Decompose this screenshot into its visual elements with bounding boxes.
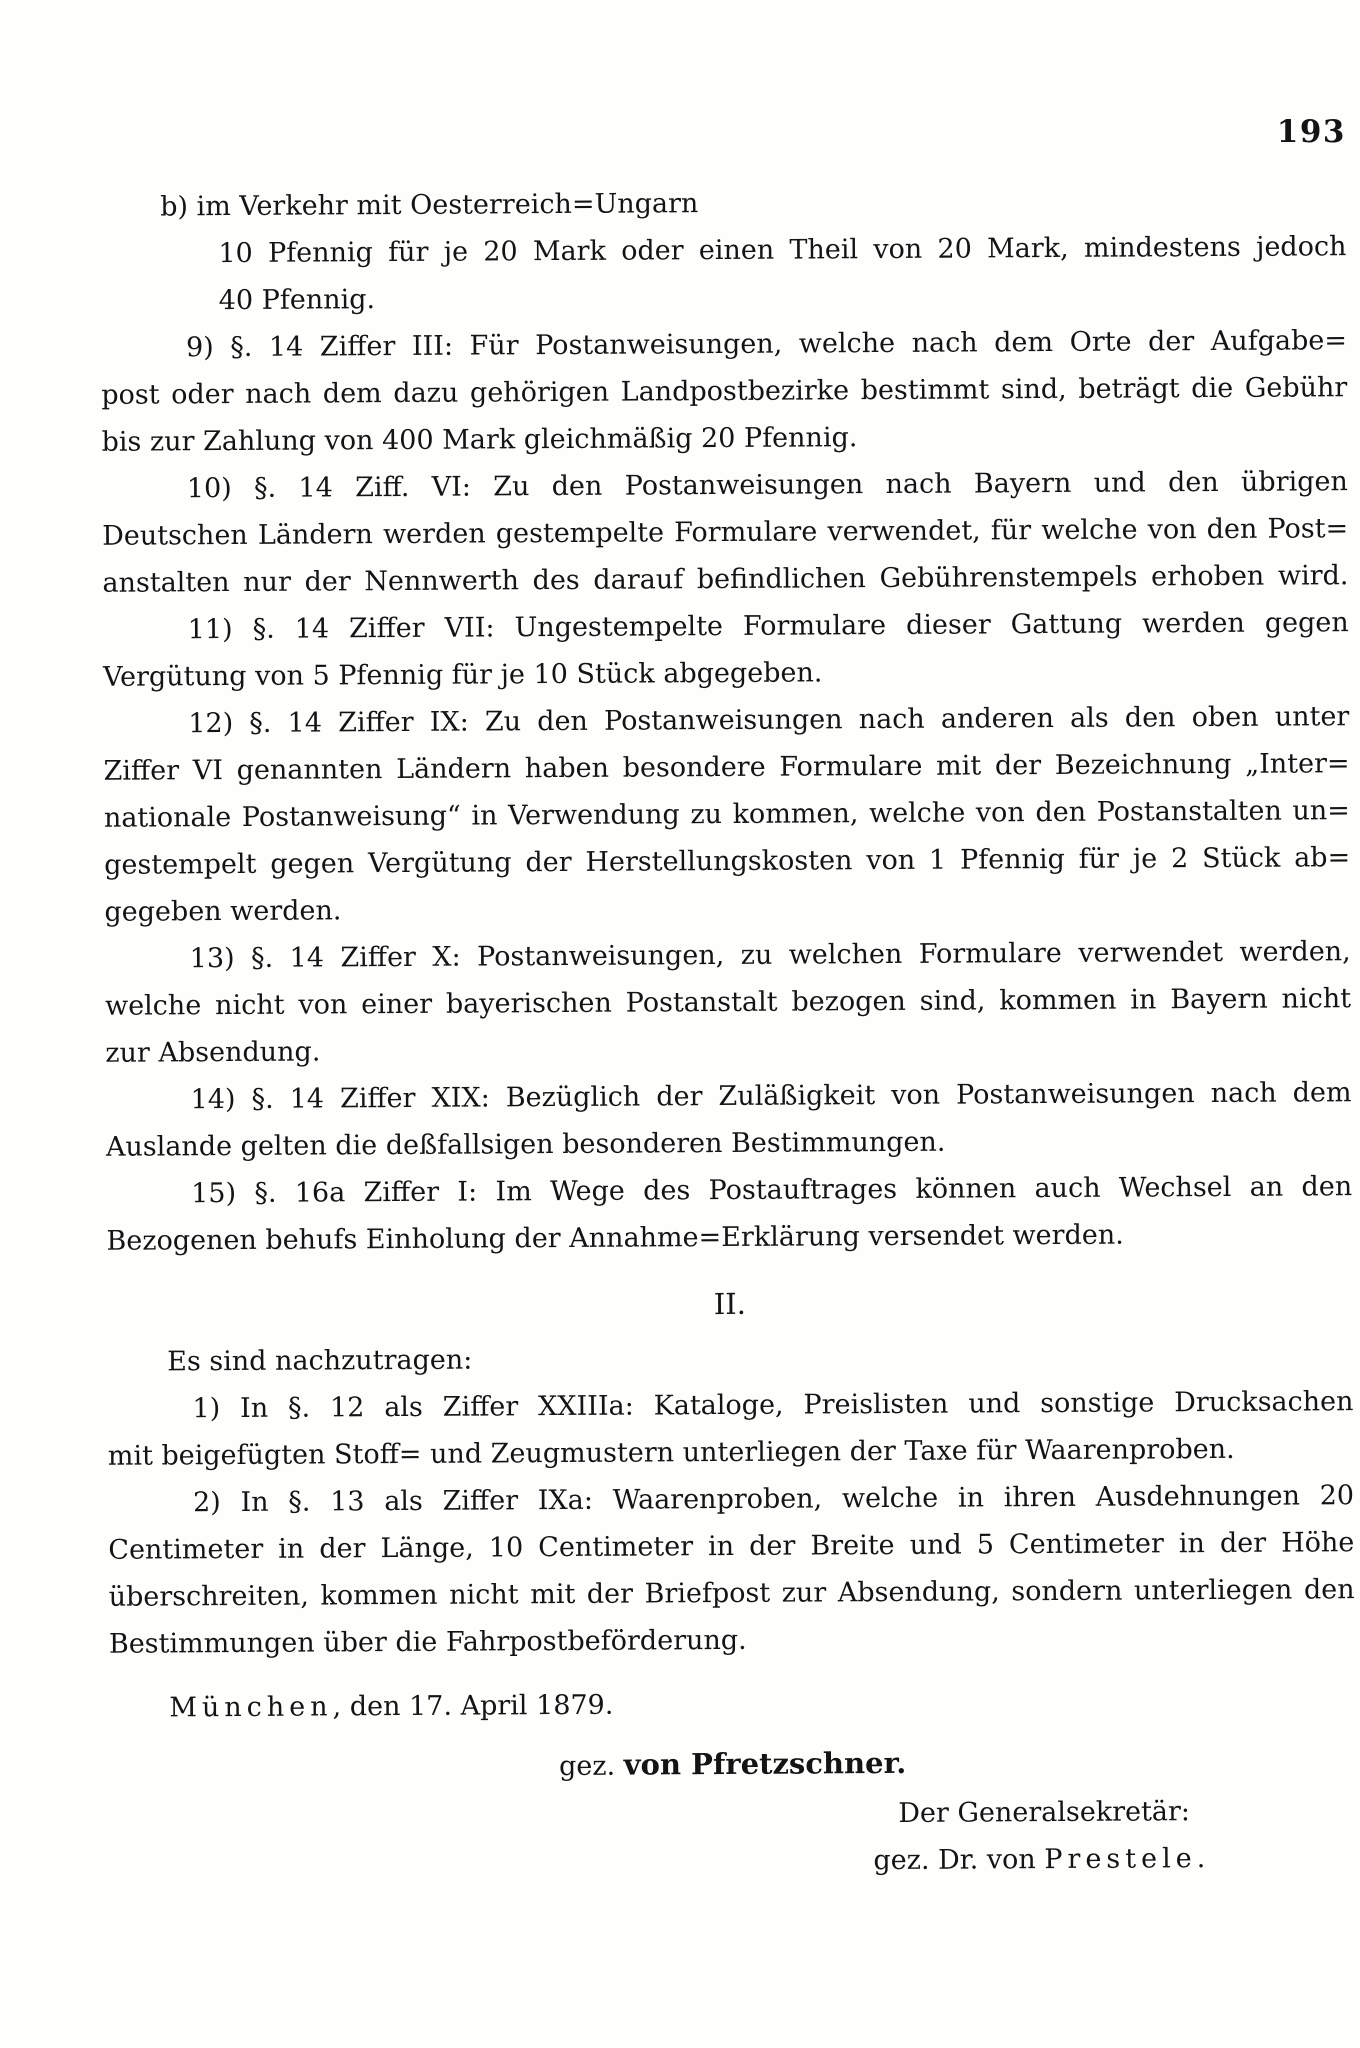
page-number: 193 [1276,114,1346,150]
text-line: bis zur Zahlung von 400 Mark gleichmäßig 20 Pfennig. [101,422,858,458]
dateline [109,1677,1355,1732]
text-line: 11) §. 14 Ziffer VII: Ungestempelte Formulare dieser Gattung werden gegen [187,607,1349,646]
secretary-signature-period: . [1196,1843,1206,1875]
text-line: gegeben werden. [104,895,342,928]
text-line: Ziffer VI genannten Ländern haben besondere Formulare mit der Bezeichnung „Inter= [103,748,1350,787]
dateline-date: , den 17. April 1879. [332,1689,614,1723]
text-line: 9) §. 14 Ziffer III: Für Postanweisungen, welche nach dem Orte der Aufgabe= [185,325,1348,364]
text-line: zur Absendung. [105,1036,321,1069]
text-line: gestempelt gegen Vergütung der Herstellungskosten von 1 Pfennig für je 2 Stück ab= [104,842,1351,881]
dateline-place: München [169,1691,333,1724]
text-line: Deutschen Ländern werden gestempelte Formulare verwendet, für welche von den Post= [102,513,1349,552]
text-line: überschreiten, kommen nicht mit der Briefpost zur Absendung, sondern unterliegen den [108,1574,1355,1613]
text-line: 13) §. 14 Ziffer X: Postanweisungen, zu welchen Formulare verwendet werden, [189,936,1351,975]
signature-name: von Pfretzschner. [623,1745,907,1782]
secretary-title: Der Generalsekretär: [898,1796,1191,1829]
section-intro: Es sind nachzutragen: [167,1344,473,1378]
secretary-signature-line [110,1834,1356,1889]
text-line: Auslande gelten die deßfallsigen besonderen Bestimmungen. [105,1126,946,1163]
signature-line [110,1737,1356,1792]
text-line: 14) §. 14 Ziffer XIX: Bezüglich der Zuläßigkeit von Postanweisungen nach dem [190,1077,1352,1116]
secretary-signature-prefix: gez. Dr. von [873,1844,1045,1877]
document-body [100,176,1356,1889]
secretary-signature-name: Prestele [1044,1843,1197,1876]
text-line: anstalten nur der Nennwerth des darauf befindlichen Gebührenstempels erhoben wird. [102,560,1349,599]
text-line: 15) §. 16a Ziffer I: Im Wege des Postauftrages können auch Wechsel an den [191,1171,1353,1210]
text-line: 40 Pfennig. [218,284,376,317]
text-line: nationale Postanweisung“ in Verwendung zu kommen, welche von den Postanstalten un= [103,795,1350,834]
signature-prefix: gez. [558,1750,624,1783]
text-line: welche nicht von einer bayerischen Postanstalt bezogen sind, kommen in Bayern nicht [104,983,1352,1022]
text-line: mit beigefügten Stoff= und Zeugmustern unterliegen der Taxe für Waarenproben. [107,1433,1235,1472]
text-line: b) im Verkehr mit Oesterreich=Ungarn [160,188,699,223]
text-line: Bestimmungen über die Fahrpostbeförderung. [108,1624,747,1660]
text-line: 10 Pfennig für je 20 Mark oder einen Theil von 20 Mark, mindestens jedoch [218,231,1347,270]
section-heading: II. [713,1286,747,1322]
text-line: 10) §. 14 Ziff. VI: Zu den Postanweisungen nach Bayern und den übrigen [186,466,1348,505]
text-line: 1) In §. 12 als Ziffer XXIIIa: Kataloge, Preislisten und sonstige Drucksachen [192,1386,1354,1425]
text-line: post oder nach dem dazu gehörigen Landpostbezirke bestimmt sind, beträgt die Gebühr [101,372,1348,411]
text-line: Bezogenen behufs Einholung der Annahme=Erklärung versendet werden. [106,1219,1124,1257]
text-line: 2) In §. 13 als Ziffer IXa: Waarenproben, welche in ihren Ausdehnungen 20 [192,1480,1355,1519]
text-line: Centimeter in der Länge, 10 Centimeter in der Breite und 5 Centimeter in der Höhe [108,1527,1355,1566]
text-line: Vergütung von 5 Pfennig für je 10 Stück abgegeben. [102,657,823,693]
text-line: 12) §. 14 Ziffer IX: Zu den Postanweisungen nach anderen als den oben unter [188,701,1350,740]
